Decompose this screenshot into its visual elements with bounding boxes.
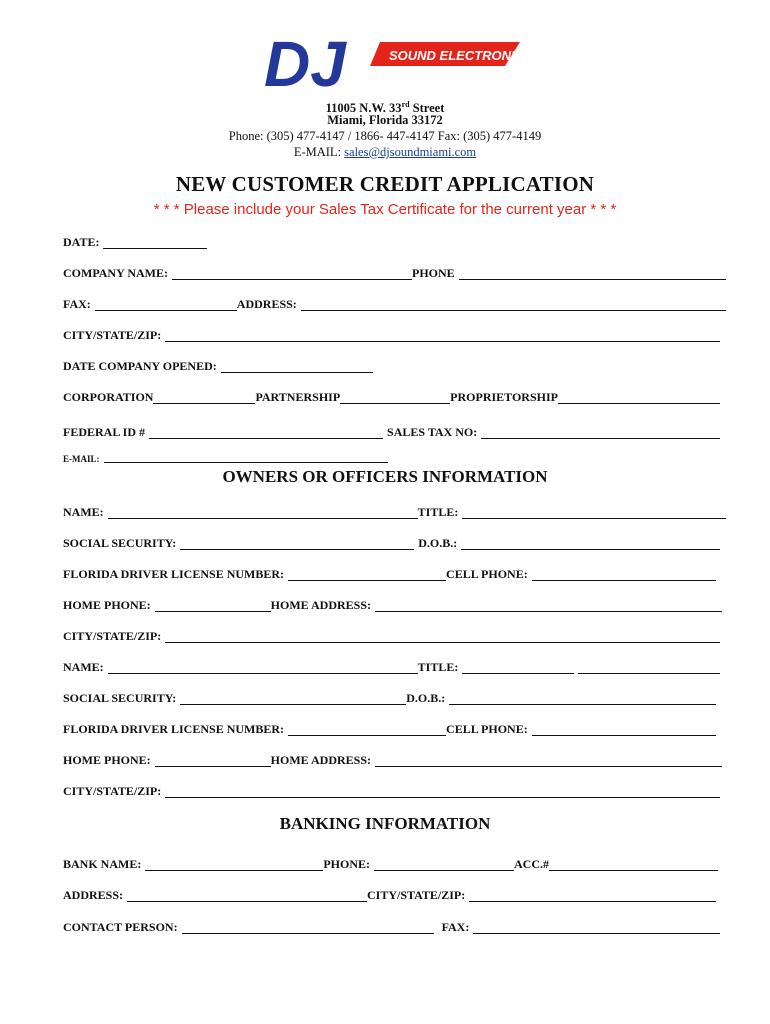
owner1-name-row: NAME: TITLE:	[63, 503, 726, 521]
banking-heading: BANKING INFORMATION	[279, 814, 491, 833]
owner2-title-field[interactable]	[462, 661, 574, 674]
owner1-title-field[interactable]	[462, 506, 726, 519]
owner2-cell-field[interactable]	[532, 723, 716, 736]
owner2-ssn-field[interactable]	[180, 692, 406, 705]
owner2-city-row: CITY/STATE/ZIP:	[63, 782, 720, 800]
owner1-home-row: HOME PHONE: HOME ADDRESS:	[63, 596, 722, 614]
owner2-home-phone-field[interactable]	[155, 754, 271, 767]
bank-account-field[interactable]	[549, 858, 718, 871]
owner1-home-phone-field[interactable]	[155, 599, 271, 612]
bank-name-field[interactable]	[145, 858, 323, 871]
owner1-license-row: FLORIDA DRIVER LICENSE NUMBER: CELL PHONE:	[63, 565, 716, 583]
company-fax-field[interactable]	[95, 298, 237, 311]
owner1-dob-field[interactable]	[461, 537, 720, 550]
company-row: COMPANY NAME: PHONE	[63, 264, 726, 282]
corporation-field[interactable]	[153, 391, 255, 404]
company-logo	[262, 24, 562, 100]
dj-logo-graphic	[262, 24, 562, 100]
page-title: NEW CUSTOMER CREDIT APPLICATION	[175, 172, 595, 196]
company-email-field[interactable]	[104, 453, 388, 463]
federal-id-row: FEDERAL ID # SALES TAX NO:	[63, 423, 720, 441]
sales-tax-no-field[interactable]	[481, 426, 720, 439]
federal-id-field[interactable]	[149, 426, 383, 439]
logo-letters: DJ	[264, 28, 346, 100]
owner2-city-state-zip-field[interactable]	[165, 785, 720, 798]
bank-address-row: ADDRESS: CITY/STATE/ZIP:	[63, 886, 716, 904]
owner1-ssn-field[interactable]	[180, 537, 414, 550]
bank-city-state-zip-field[interactable]	[469, 889, 716, 902]
owner2-name-row: NAME: TITLE:	[63, 658, 720, 676]
bank-name-row: BANK NAME: PHONE: ACC.#	[63, 855, 718, 873]
email-link[interactable]: sales@djsoundmiami.com	[344, 145, 477, 159]
proprietorship-field[interactable]	[558, 391, 720, 404]
owner1-license-field[interactable]	[288, 568, 446, 581]
owner1-city-row: CITY/STATE/ZIP:	[63, 627, 720, 645]
date-field[interactable]	[103, 236, 207, 249]
owners-heading: OWNERS OR OFFICERS INFORMATION	[222, 467, 548, 486]
fax-address-row: FAX: ADDRESS:	[63, 295, 726, 313]
phone-line: Phone: (305) 477-4147 / 1866- 447-4147 Fax: (305) 477-4149	[228, 129, 542, 143]
street-address: 11005 N.W. 33rd Street	[325, 100, 445, 116]
company-city-row: CITY/STATE/ZIP:	[63, 326, 720, 344]
email-line: E-MAIL: sales@djsoundmiami.com	[293, 145, 477, 159]
company-name-field[interactable]	[172, 267, 412, 280]
owner2-home-address-field[interactable]	[375, 754, 722, 767]
owner2-home-row: HOME PHONE: HOME ADDRESS:	[63, 751, 722, 769]
bank-contact-row: CONTACT PERSON: FAX:	[63, 918, 720, 936]
bank-fax-field[interactable]	[473, 921, 720, 934]
partnership-field[interactable]	[340, 391, 450, 404]
company-city-state-zip-field[interactable]	[165, 329, 720, 342]
owner2-license-field[interactable]	[288, 723, 446, 736]
owner2-license-row: FLORIDA DRIVER LICENSE NUMBER: CELL PHONE:	[63, 720, 716, 738]
email-row: E-MAIL:	[63, 451, 720, 465]
owner1-name-field[interactable]	[108, 506, 418, 519]
company-phone-field[interactable]	[459, 267, 726, 280]
business-type-row: CORPORATION PARTNERSHIP PROPRIETORSHIP	[63, 388, 720, 406]
date-opened-field[interactable]	[221, 360, 373, 373]
bank-address-field[interactable]	[127, 889, 367, 902]
logo-subtitle: SOUND ELECTRONICS,LLC	[389, 48, 562, 63]
owner2-ssn-row: SOCIAL SECURITY: D.O.B.:	[63, 689, 716, 707]
bank-contact-field[interactable]	[182, 921, 434, 934]
owner1-city-state-zip-field[interactable]	[165, 630, 720, 643]
bank-phone-field[interactable]	[374, 858, 514, 871]
owner1-cell-field[interactable]	[532, 568, 716, 581]
owner1-ssn-row: SOCIAL SECURITY: D.O.B.:	[63, 534, 720, 552]
date-row: DATE:	[63, 233, 720, 251]
owner1-home-address-field[interactable]	[375, 599, 722, 612]
company-address-field[interactable]	[301, 298, 726, 311]
tax-certificate-notice: * * * Please include your Sales Tax Certificate for the current year * * *	[153, 201, 617, 218]
owner2-dob-field[interactable]	[449, 692, 716, 705]
owner2-name-field[interactable]	[108, 661, 418, 674]
owner2-title-extra-field[interactable]	[578, 661, 720, 674]
date-opened-row: DATE COMPANY OPENED:	[63, 357, 720, 375]
city-address: Miami, Florida 33172	[327, 113, 443, 127]
